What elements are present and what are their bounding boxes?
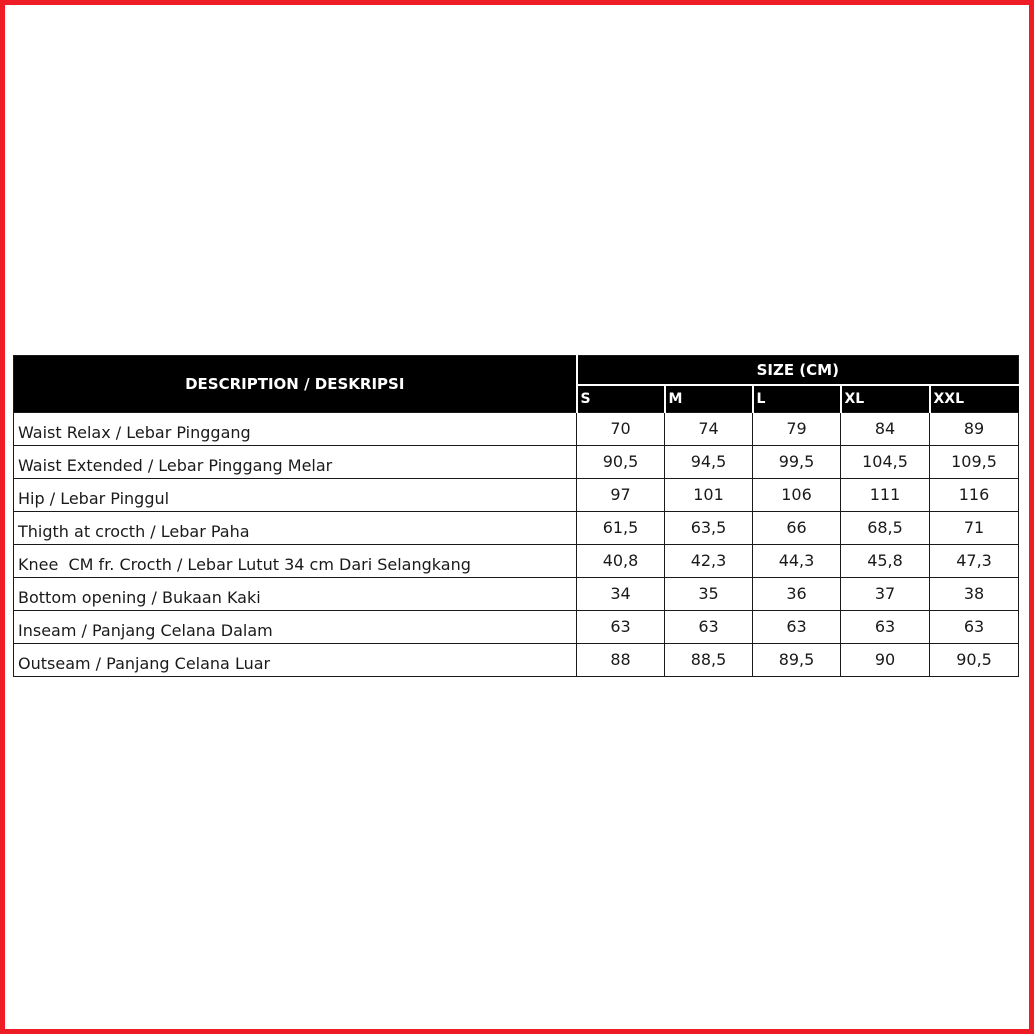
table-cell: 66: [753, 512, 841, 545]
table-cell: 79: [753, 413, 841, 446]
table-cell: 63: [930, 611, 1019, 644]
row-label: Knee CM fr. Crocth / Lebar Lutut 34 cm Dari Selangkang: [14, 545, 577, 578]
table-cell: 71: [930, 512, 1019, 545]
row-label: Thigth at crocth / Lebar Paha: [14, 512, 577, 545]
size-col-xxl: XXL: [930, 385, 1019, 413]
table-row: [14, 644, 1019, 677]
table-cell: 99,5: [753, 446, 841, 479]
table-cell: 88,5: [665, 644, 753, 677]
table-cell: 45,8: [841, 545, 930, 578]
table-cell: 88: [577, 644, 665, 677]
table-cell: 34: [577, 578, 665, 611]
table-cell: 63: [577, 611, 665, 644]
table-cell: 111: [841, 479, 930, 512]
table-cell: 74: [665, 413, 753, 446]
table-cell: 90: [841, 644, 930, 677]
table-cell: 35: [665, 578, 753, 611]
size-col-l: L: [753, 385, 841, 413]
table-cell: 90,5: [930, 644, 1019, 677]
table-cell: 109,5: [930, 446, 1019, 479]
table-cell: 44,3: [753, 545, 841, 578]
table-cell: 40,8: [577, 545, 665, 578]
table-cell: 116: [930, 479, 1019, 512]
table-row: [14, 578, 1019, 611]
row-label: Outseam / Panjang Celana Luar: [14, 644, 577, 677]
table-cell: 89,5: [753, 644, 841, 677]
table-row: [14, 512, 1019, 545]
row-label: Waist Relax / Lebar Pinggang: [14, 413, 577, 446]
table-cell: 89: [930, 413, 1019, 446]
table-cell: 101: [665, 479, 753, 512]
header-row-top: [14, 356, 1019, 385]
row-label: Waist Extended / Lebar Pinggang Melar: [14, 446, 577, 479]
table-cell: 36: [753, 578, 841, 611]
size-col-s: S: [577, 385, 665, 413]
table-row: [14, 413, 1019, 446]
table-row: [14, 545, 1019, 578]
table-cell: 63: [753, 611, 841, 644]
table-cell: 38: [930, 578, 1019, 611]
table-cell: 97: [577, 479, 665, 512]
row-label: Bottom opening / Bukaan Kaki: [14, 578, 577, 611]
table-cell: 104,5: [841, 446, 930, 479]
description-header: DESCRIPTION / DESKRIPSI: [14, 356, 577, 413]
table-cell: 37: [841, 578, 930, 611]
table-row: [14, 479, 1019, 512]
size-col-xl: XL: [841, 385, 930, 413]
table-cell: 63,5: [665, 512, 753, 545]
table-cell: 94,5: [665, 446, 753, 479]
table-row: [14, 446, 1019, 479]
table-cell: 90,5: [577, 446, 665, 479]
row-label: Hip / Lebar Pinggul: [14, 479, 577, 512]
table-cell: 68,5: [841, 512, 930, 545]
table-cell: 47,3: [930, 545, 1019, 578]
size-chart-table: [13, 355, 1019, 677]
table-cell: 106: [753, 479, 841, 512]
size-header: SIZE (CM): [577, 356, 1019, 385]
table-cell: 63: [665, 611, 753, 644]
table-cell: 63: [841, 611, 930, 644]
table-cell: 42,3: [665, 545, 753, 578]
table-cell: 70: [577, 413, 665, 446]
size-col-m: M: [665, 385, 753, 413]
table-cell: 61,5: [577, 512, 665, 545]
table-cell: 84: [841, 413, 930, 446]
table-row: [14, 611, 1019, 644]
row-label: Inseam / Panjang Celana Dalam: [14, 611, 577, 644]
